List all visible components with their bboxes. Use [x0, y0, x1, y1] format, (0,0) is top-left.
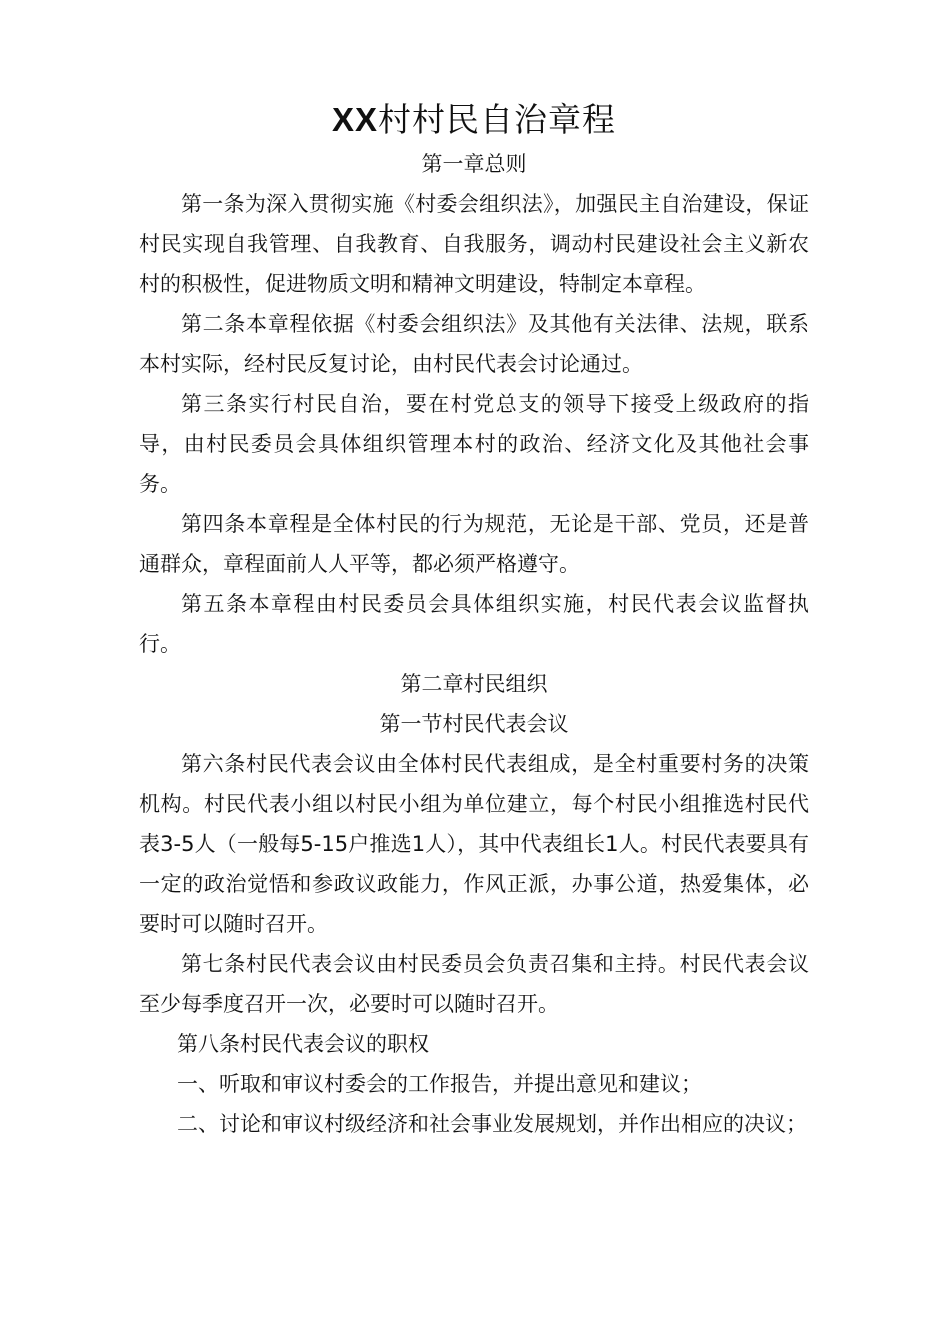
article-8-item-1: 一、听取和审议村委会的工作报告，并提出意见和建议；	[177, 1072, 702, 1096]
chapter-1-heading: 第一章总则	[421, 152, 527, 176]
article-7: 第七条村民代表会议由村民委员会负责召集和主持。村民代表会议至少每季度召开一次，必要时可以随时召开。	[139, 952, 809, 1016]
article-3: 第三条实行村民自治，要在村党总支的领导下接受上级政府的指导，由村民委员会具体组织管理本村的政治、经济文化及其他社会事务。	[139, 392, 809, 496]
article-8-item-2: 二、讨论和审议村级经济和社会事业发展规划，并作出相应的决议；	[177, 1112, 807, 1136]
document-title-prefix: XX	[331, 101, 379, 138]
document-title-text: 村村民自治章程	[378, 100, 617, 139]
article-4: 第四条本章程是全体村民的行为规范，无论是干部、党员，还是普通群众，章程面前人人平等，都必须严格遵守。	[139, 512, 809, 576]
article-2: 第二条本章程依据《村委会组织法》及其他有关法律、法规，联系本村实际，经村民反复讨论，由村民代表会讨论通过。	[139, 312, 809, 376]
document-title	[139, 96, 809, 144]
section-1-heading: 第一节村民代表会议	[379, 712, 569, 736]
document-body	[139, 96, 809, 1144]
article-6: 第六条村民代表会议由全体村民代表组成，是全村重要村务的决策机构。村民代表小组以村民小组为单位建立，每个村民小组推选村民代表3-5人（一般每5-15户推选1人），其中代表组长1人。村民代表要具有一定的政治觉悟和参政议政能力，作风正派，办事公道，热爱集体，必要时可以随时召开。	[139, 752, 809, 936]
article-5: 第五条本章程由村民委员会具体组织实施，村民代表会议监督执行。	[139, 592, 809, 656]
chapter-2-heading: 第二章村民组织	[400, 672, 548, 696]
article-8-title: 第八条村民代表会议的职权	[177, 1032, 429, 1056]
article-1: 第一条为深入贯彻实施《村委会组织法》，加强民主自治建设，保证村民实现自我管理、自我教育、自我服务，调动村民建设社会主义新农村的积极性，促进物质文明和精神文明建设，特制定本章程。	[139, 192, 809, 296]
